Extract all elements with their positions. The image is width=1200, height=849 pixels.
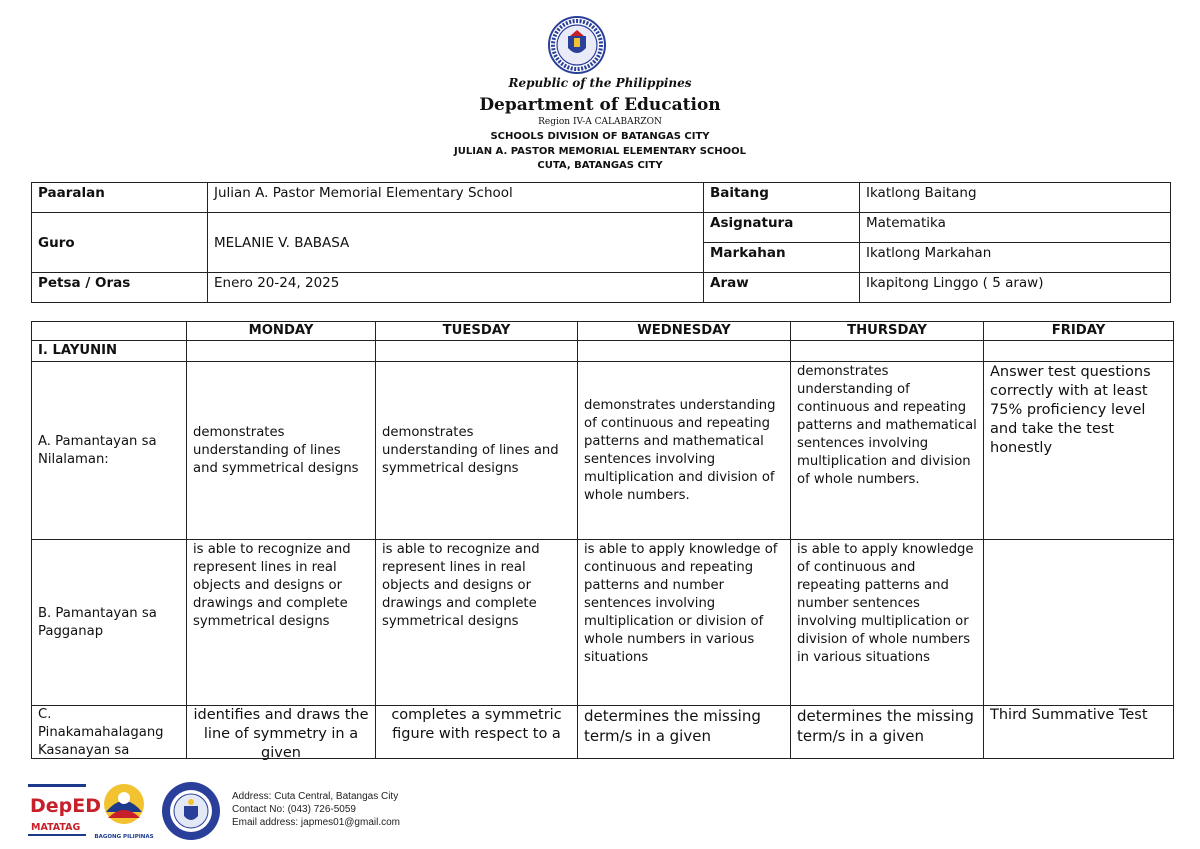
corner-cell [32, 322, 187, 341]
empty-cell [578, 341, 791, 362]
kasanayan-tuesday-text: completes a symmetric figure with respect to a [391, 707, 562, 742]
cell-kasanayan-monday [187, 706, 376, 759]
paaralan-value: Julian A. Pastor Memorial Elementary School [208, 183, 704, 213]
kasanayan-label-text: C. Pinakamahalagang Kasanayan sa [38, 707, 164, 758]
row-label-kasanayan [32, 706, 187, 759]
matatag-logo-text: MATATAG [31, 822, 81, 833]
empty-cell [791, 341, 984, 362]
araw-label: Araw [704, 273, 860, 303]
department-heading: Department of Education [479, 95, 721, 115]
cell-kasanayan-tuesday [376, 706, 578, 759]
paaralan-label: Paaralan [32, 183, 208, 213]
asignatura-value: Matematika [860, 213, 1171, 243]
baitang-value: Ikatlong Baitang [860, 183, 1171, 213]
school-email: Email address: japmes01@gmail.com [232, 817, 400, 828]
school-address: Address: Cuta Central, Batangas City [232, 791, 399, 802]
kasanayan-thursday-text: determines the missing term/s in a given [797, 707, 974, 745]
deped-seal-logo [548, 16, 606, 74]
cell-pagganap-monday: is able to recognize and represent lines in real objects and designs or drawings and complete symmetrical designs [187, 540, 376, 706]
footer [0, 774, 1200, 844]
school-contact-block [232, 790, 400, 829]
day-header-monday: MONDAY [187, 322, 376, 341]
guro-value: MELANIE V. BABASA [208, 213, 704, 273]
asignatura-label: Asignatura [704, 213, 860, 243]
deped-logo-text: DepED [30, 795, 102, 817]
day-header-thursday: THURSDAY [791, 322, 984, 341]
republic-heading: Republic of the Philippines [508, 76, 692, 90]
cell-kasanayan-friday [984, 706, 1174, 759]
araw-value: Ikapitong Linggo ( 5 araw) [860, 273, 1171, 303]
cell-kasanayan-wednesday [578, 706, 791, 759]
cell-pagganap-wednesday: is able to apply knowledge of continuous and repeating patterns and number sentences involving multiplication or division of whole numbers in various situations [578, 540, 791, 706]
baitang-label: Baitang [704, 183, 860, 213]
empty-cell [187, 341, 376, 362]
day-header-friday: FRIDAY [984, 322, 1174, 341]
cell-nilalaman-friday: Answer test questions correctly with at least 75% proficiency level and take the test honestly [984, 362, 1174, 540]
bagong-pilipinas-logo [94, 780, 154, 842]
kasanayan-monday-text: identifies and draws the line of symmetry in a given [193, 707, 369, 761]
petsa-label: Petsa / Oras [32, 273, 208, 303]
cell-pagganap-friday [984, 540, 1174, 706]
cell-pagganap-tuesday: is able to recognize and represent lines in real objects and designs or drawings and complete symmetrical designs [376, 540, 578, 706]
school-info-table [31, 182, 1171, 303]
row-label-pamantayan-nilalaman: A. Pamantayan sa Nilalaman: [32, 362, 187, 540]
location-heading: CUTA, BATANGAS CITY [537, 160, 663, 171]
petsa-value: Enero 20-24, 2025 [208, 273, 704, 303]
school-heading: JULIAN A. PASTOR MEMORIAL ELEMENTARY SCHOOL [454, 146, 746, 157]
cell-nilalaman-wednesday: demonstrates understanding of continuous and repeating patterns and mathematical sentences involving multiplication and division of whole numbers. [578, 362, 791, 540]
region-heading: Region IV-A CALABARZON [538, 117, 662, 127]
cell-nilalaman-monday: demonstrates understanding of lines and symmetrical designs [187, 362, 376, 540]
cell-nilalaman-tuesday: demonstrates understanding of lines and symmetrical designs [376, 362, 578, 540]
day-header-tuesday: TUESDAY [376, 322, 578, 341]
empty-cell [376, 341, 578, 362]
kasanayan-friday-text: Third Summative Test [990, 707, 1148, 723]
bagong-pilipinas-text: BAGONG PILIPINAS [94, 834, 154, 840]
guro-label: Guro [32, 213, 208, 273]
deped-matatag-logo [28, 782, 102, 840]
row-label-pamantayan-pagganap: B. Pamantayan sa Pagganap [32, 540, 187, 706]
cell-kasanayan-thursday [791, 706, 984, 759]
school-seal-logo [160, 780, 222, 842]
day-header-wednesday: WEDNESDAY [578, 322, 791, 341]
cell-nilalaman-thursday: demonstrates understanding of continuous and repeating patterns and mathematical sentences involving multiplication and division of whole numbers. [791, 362, 984, 540]
empty-cell [984, 341, 1174, 362]
division-heading: SCHOOLS DIVISION OF BATANGAS CITY [490, 131, 710, 142]
cell-pagganap-thursday: is able to apply knowledge of continuous and repeating patterns and number sentences involving multiplication or division of whole numbers in various situations [791, 540, 984, 706]
markahan-value: Ikatlong Markahan [860, 243, 1171, 273]
lesson-plan-table [31, 321, 1174, 759]
markahan-label: Markahan [704, 243, 860, 273]
school-contact-number: Contact No: (043) 726-5059 [232, 804, 356, 815]
kasanayan-wednesday-text: determines the missing term/s in a given [584, 707, 761, 745]
section-title-layunin: I. LAYUNIN [32, 341, 187, 362]
